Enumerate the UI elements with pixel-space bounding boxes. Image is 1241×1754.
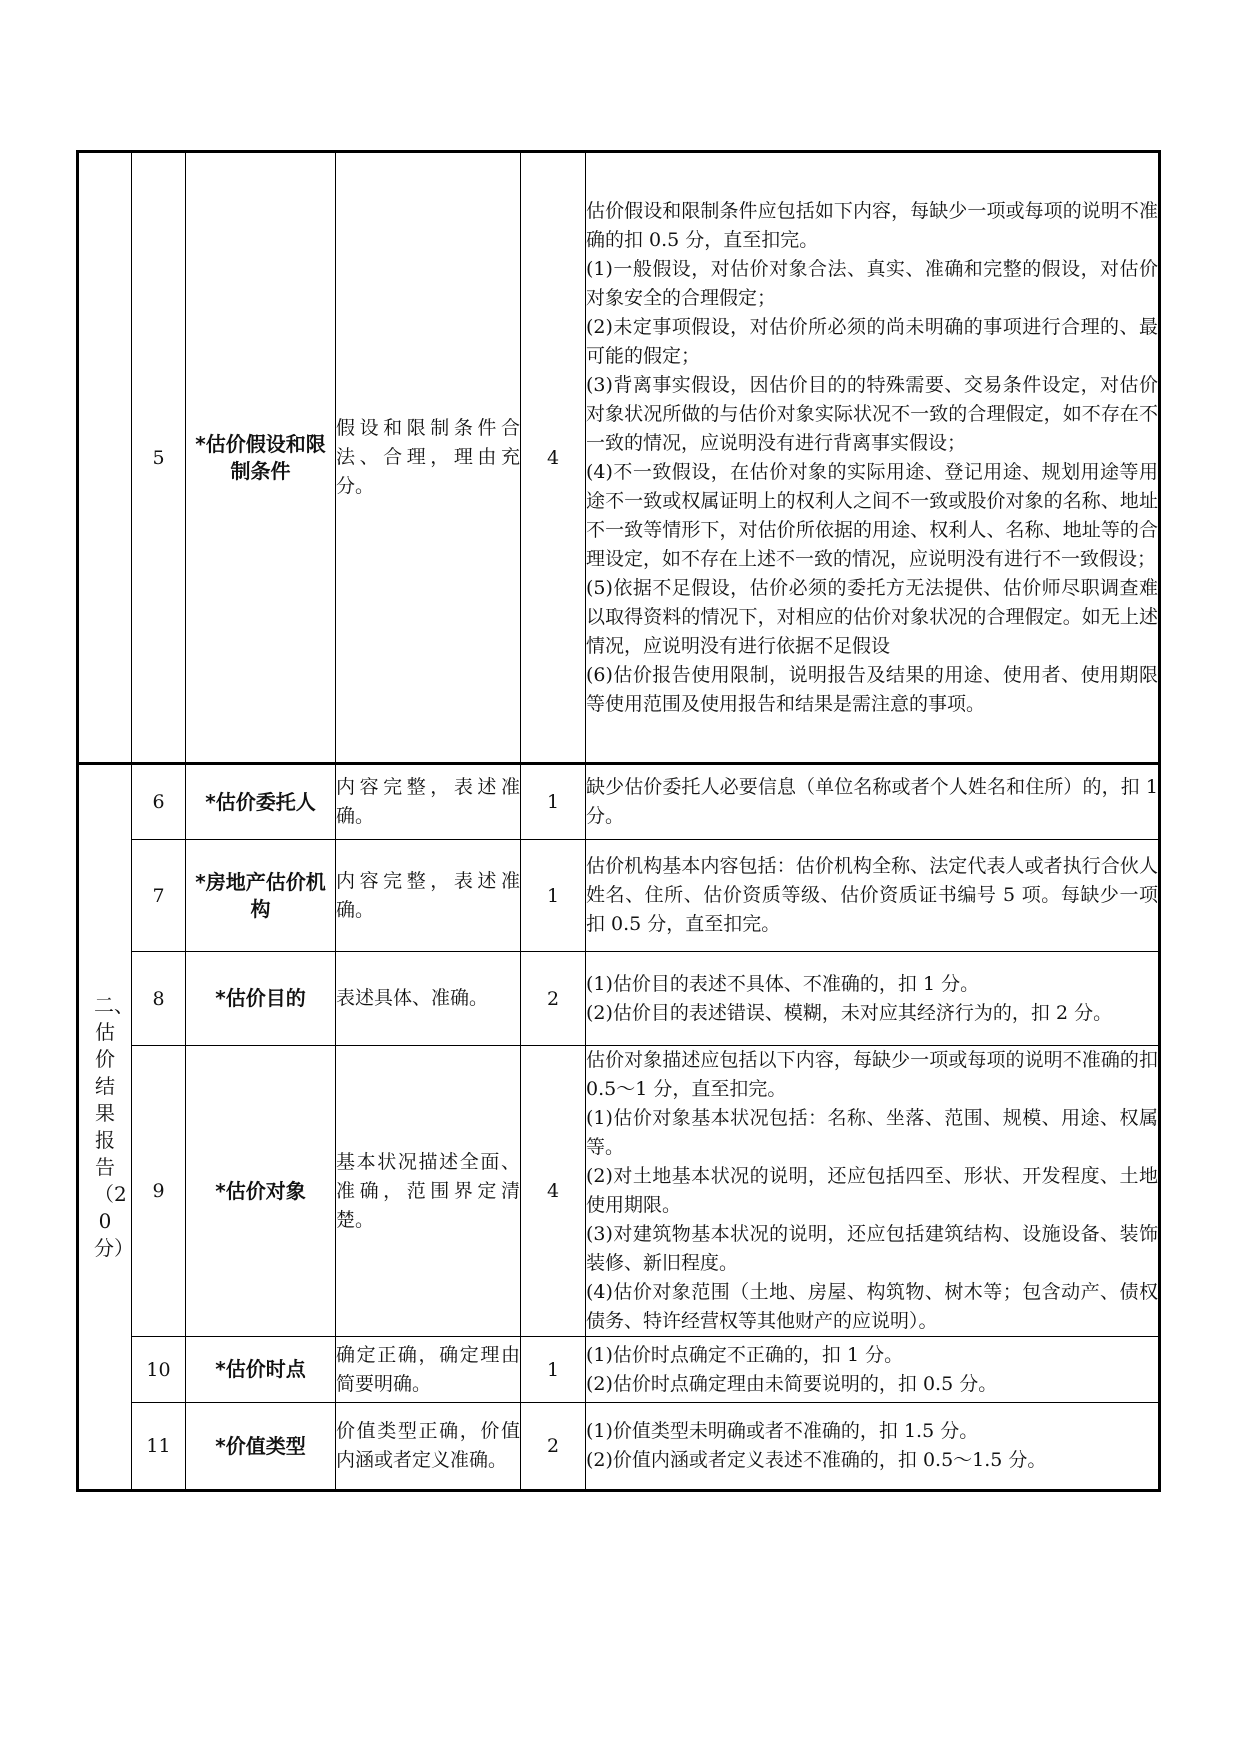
scoring-table <box>76 150 1161 1492</box>
rule-paragraph: (2)价值内涵或者定义表述不准确的，扣 0.5～1.5 分。 <box>586 1449 1047 1471</box>
score-value: 1 <box>521 764 586 840</box>
rule-paragraph: 估价假设和限制条件应包括如下内容，每缺少一项或每项的说明不准确的扣 0.5 分，直至扣完。 <box>586 199 1158 251</box>
category-label: 二、估价结果报告（20分） <box>94 993 134 1260</box>
rule-paragraph: (3)背离事实假设，因估价目的的特殊需要、交易条件设定，对估价对象状况所做的与估价对象实际状况不一致的合理假定，如不存在不一致的情况，应说明没有进行背离事实假设； <box>586 373 1158 454</box>
rule-paragraph: (1)估价时点确定不正确的，扣 1 分。 <box>586 1343 904 1366</box>
table-row <box>78 840 1160 952</box>
rule-paragraph: (2)未定事项假设，对估价所必须的尚未明确的事项进行合理的、最可能的假定； <box>586 315 1158 367</box>
score-value: 1 <box>521 840 586 952</box>
requirement-text: 确定正确，确定理由简要明确。 <box>336 1337 521 1403</box>
category-cell <box>78 764 132 1491</box>
item-name: *估价时点 <box>186 1337 336 1403</box>
table-row <box>78 1046 1160 1337</box>
score-value: 1 <box>521 1337 586 1403</box>
table-row <box>78 1403 1160 1491</box>
requirement-text: 价值类型正确，价值内涵或者定义准确。 <box>336 1403 521 1491</box>
rule-paragraph: (4)不一致假设，在估价对象的实际用途、登记用途、规划用途等用途不一致或权属证明上的权利人之间不一致或股价对象的名称、地址不一致等情形下，对估价所依据的用途、权利人、名称、地址等的合理设定，如不存在上述不一致的情况，应说明没有进行不一致假设； <box>586 460 1158 570</box>
rule-paragraph: (1)价值类型未明确或者不准确的，扣 1.5 分。 <box>586 1420 979 1442</box>
table-row <box>78 152 1160 764</box>
table-row <box>78 1337 1160 1403</box>
rule-paragraph: (1)一般假设，对估价对象合法、真实、准确和完整的假设，对估价对象安全的合理假定； <box>586 257 1158 309</box>
requirement-text: 内容完整，表述准确。 <box>336 840 521 952</box>
score-value: 2 <box>521 1403 586 1491</box>
requirement-text: 基本状况描述全面、准确，范围界定清楚。 <box>336 1046 521 1337</box>
scoring-rules <box>586 152 1160 764</box>
scoring-rules <box>586 1046 1160 1337</box>
row-number: 10 <box>132 1337 186 1403</box>
item-name: *估价委托人 <box>186 764 336 840</box>
score-value: 4 <box>521 1046 586 1337</box>
row-number: 11 <box>132 1403 186 1491</box>
rule-paragraph: (2)估价目的表述错误、模糊，未对应其经济行为的，扣 2 分。 <box>586 1001 1113 1024</box>
rule-paragraph: (1)估价对象基本状况包括：名称、坐落、范围、规模、用途、权属等。 <box>586 1107 1158 1158</box>
requirement-text: 内容完整，表述准确。 <box>336 764 521 840</box>
rule-paragraph: (4)估价对象范围（土地、房屋、构筑物、树木等；包含动产、债权债务、特许经营权等其他财产的应说明）。 <box>586 1281 1158 1332</box>
row-number: 9 <box>132 1046 186 1337</box>
row-number: 5 <box>132 152 186 764</box>
scoring-rules <box>586 952 1160 1046</box>
scoring-rules <box>586 764 1160 840</box>
rule-paragraph: (6)估价报告使用限制，说明报告及结果的用途、使用者、使用期限等使用范围及使用报告和结果是需注意的事项。 <box>586 663 1158 715</box>
rule-paragraph: 估价机构基本内容包括：估价机构全称、法定代表人或者执行合伙人姓名、住所、估价资质等级、估价资质证书编号 5 项。每缺少一项扣 0.5 分，直至扣完。 <box>586 855 1158 935</box>
category-cell-empty <box>78 152 132 764</box>
rule-paragraph: 缺少估价委托人必要信息（单位名称或者个人姓名和住所）的，扣 1 分。 <box>586 776 1158 827</box>
scoring-rules <box>586 1403 1160 1491</box>
requirement-text: 表述具体、准确。 <box>336 952 521 1046</box>
rule-paragraph: (2)估价时点确定理由未简要说明的，扣 0.5 分。 <box>586 1372 998 1395</box>
table-row <box>78 764 1160 840</box>
item-name: *房地产估价机构 <box>186 840 336 952</box>
row-number: 8 <box>132 952 186 1046</box>
item-name: *估价假设和限制条件 <box>186 152 336 764</box>
scoring-rules <box>586 1337 1160 1403</box>
scoring-rules <box>586 840 1160 952</box>
item-name: *估价目的 <box>186 952 336 1046</box>
item-name: *估价对象 <box>186 1046 336 1337</box>
rule-paragraph: (2)对土地基本状况的说明，还应包括四至、形状、开发程度、土地使用期限。 <box>586 1165 1158 1216</box>
rule-paragraph: (1)估价目的表述不具体、不准确的，扣 1 分。 <box>586 972 980 995</box>
requirement-text: 假设和限制条件合法、合理，理由充分。 <box>336 152 521 764</box>
score-value: 2 <box>521 952 586 1046</box>
score-value: 4 <box>521 152 586 764</box>
rule-paragraph: (5)依据不足假设，估价必须的委托方无法提供、估价师尽职调查难以取得资料的情况下，对相应的估价对象状况的合理假定。如无上述情况，应说明没有进行依据不足假设 <box>586 576 1158 657</box>
row-number: 7 <box>132 840 186 952</box>
table-row <box>78 952 1160 1046</box>
rule-paragraph: (3)对建筑物基本状况的说明，还应包括建筑结构、设施设备、装饰装修、新旧程度。 <box>586 1223 1158 1274</box>
row-number: 6 <box>132 764 186 840</box>
rule-paragraph: 估价对象描述应包括以下内容，每缺少一项或每项的说明不准确的扣 0.5～1 分，直至扣完。 <box>586 1049 1158 1100</box>
item-name: *价值类型 <box>186 1403 336 1491</box>
